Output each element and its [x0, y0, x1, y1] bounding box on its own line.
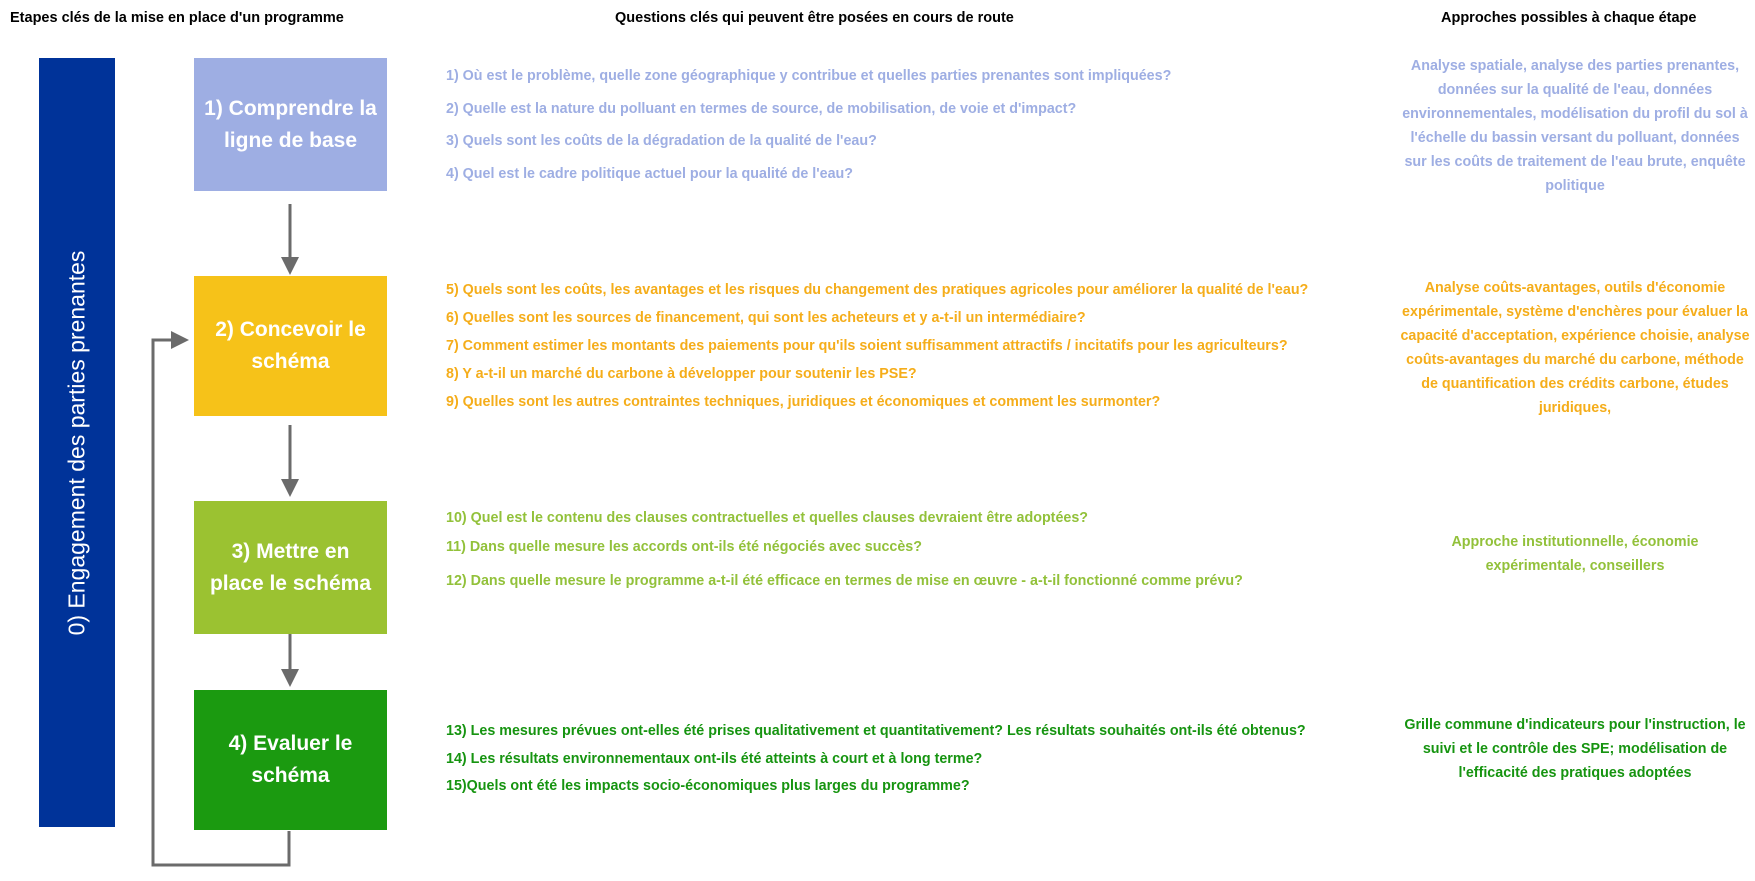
approach-step-2: Analyse coûts-avantages, outils d'économie expérimentale, système d'enchères pour évaluer la capacité d'acceptation, expérience choisie, analyse coûts-avantages du marché du carbone, méthode de quantification des crédits carbone, études juridiques,	[1400, 280, 1750, 416]
question-13: 13) Les mesures prévues ont-elles été prises qualitativement et quantitativement? Les résultats souhaités ont-ils été obtenus?	[446, 723, 1306, 739]
question-7: 7) Comment estimer les montants des paiements pour qu'ils soient suffisamment attractifs / incitatifs pour les agriculteurs?	[446, 338, 1288, 354]
step-1-baseline	[194, 58, 387, 191]
header-questions: Questions clés qui peuvent être posées en cours de route	[615, 10, 1014, 26]
question-6: 6) Quelles sont les sources de financement, qui sont les acheteurs et y a-t-il un intermédiaire?	[446, 310, 1086, 326]
header-approaches: Approches possibles à chaque étape	[1441, 10, 1697, 26]
question-9: 9) Quelles sont les autres contraintes techniques, juridiques et économiques et comment les surmonter?	[446, 394, 1161, 410]
question-3: 3) Quels sont les coûts de la dégradation de la qualité de l'eau?	[446, 133, 877, 149]
question-5: 5) Quels sont les coûts, les avantages et les risques du changement des pratiques agricoles pour améliorer la qualité de l'eau?	[446, 282, 1309, 298]
approach-step-3: Approche institutionnelle, économie expérimentale, conseillers	[1451, 534, 1699, 574]
question-12: 12) Dans quelle mesure le programme a-t-il été efficace en termes de mise en œuvre - a-t-il fonctionné comme prévu?	[446, 573, 1243, 589]
question-1: 1) Où est le problème, quelle zone géographique y contribue et quelles parties prenantes sont impliquées?	[446, 68, 1172, 84]
question-10: 10) Quel est le contenu des clauses contractuelles et quelles clauses devraient être adoptées?	[446, 510, 1089, 526]
step-2-label: 2) Concevoir le schéma	[215, 318, 366, 373]
question-15: 15)Quels ont été les impacts socio-économiques plus larges du programme?	[446, 778, 970, 794]
question-11: 11) Dans quelle mesure les accords ont-ils été négociés avec succès?	[446, 539, 922, 555]
approach-step-1: Analyse spatiale, analyse des parties prenantes, données sur la qualité de l'eau, données environnementales, modélisation du profil du sol à l'échelle du bassin versant du polluant, données sur les coûts de traitement de l'eau brute, enquête politique	[1402, 58, 1748, 194]
question-14: 14) Les résultats environnementaux ont-ils été atteints à court et à long terme?	[446, 751, 983, 767]
step-2-design	[194, 276, 387, 416]
header-steps: Etapes clés de la mise en place d'un programme	[10, 10, 344, 26]
approach-step-4: Grille commune d'indicateurs pour l'instruction, le suivi et le contrôle des SPE; modélisation de l'efficacité des pratiques adoptées	[1404, 717, 1746, 781]
step-4-evaluate	[194, 690, 387, 830]
question-2: 2) Quelle est la nature du polluant en termes de source, de mobilisation, de voie et d'impact?	[446, 101, 1077, 117]
step-3-label: 3) Mettre en place le schéma	[209, 539, 372, 595]
step-1-label: 1) Comprendre la ligne de base	[204, 96, 377, 152]
step-3-implement	[194, 501, 387, 634]
question-8: 8) Y a-t-il un marché du carbone à développer pour soutenir les PSE?	[446, 366, 917, 382]
step-4-label: 4) Evaluer le schéma	[228, 732, 353, 787]
stakeholder-engagement-label: 0) Engagement des parties prenantes	[63, 250, 90, 635]
question-4: 4) Quel est le cadre politique actuel pour la qualité de l'eau?	[446, 166, 853, 182]
